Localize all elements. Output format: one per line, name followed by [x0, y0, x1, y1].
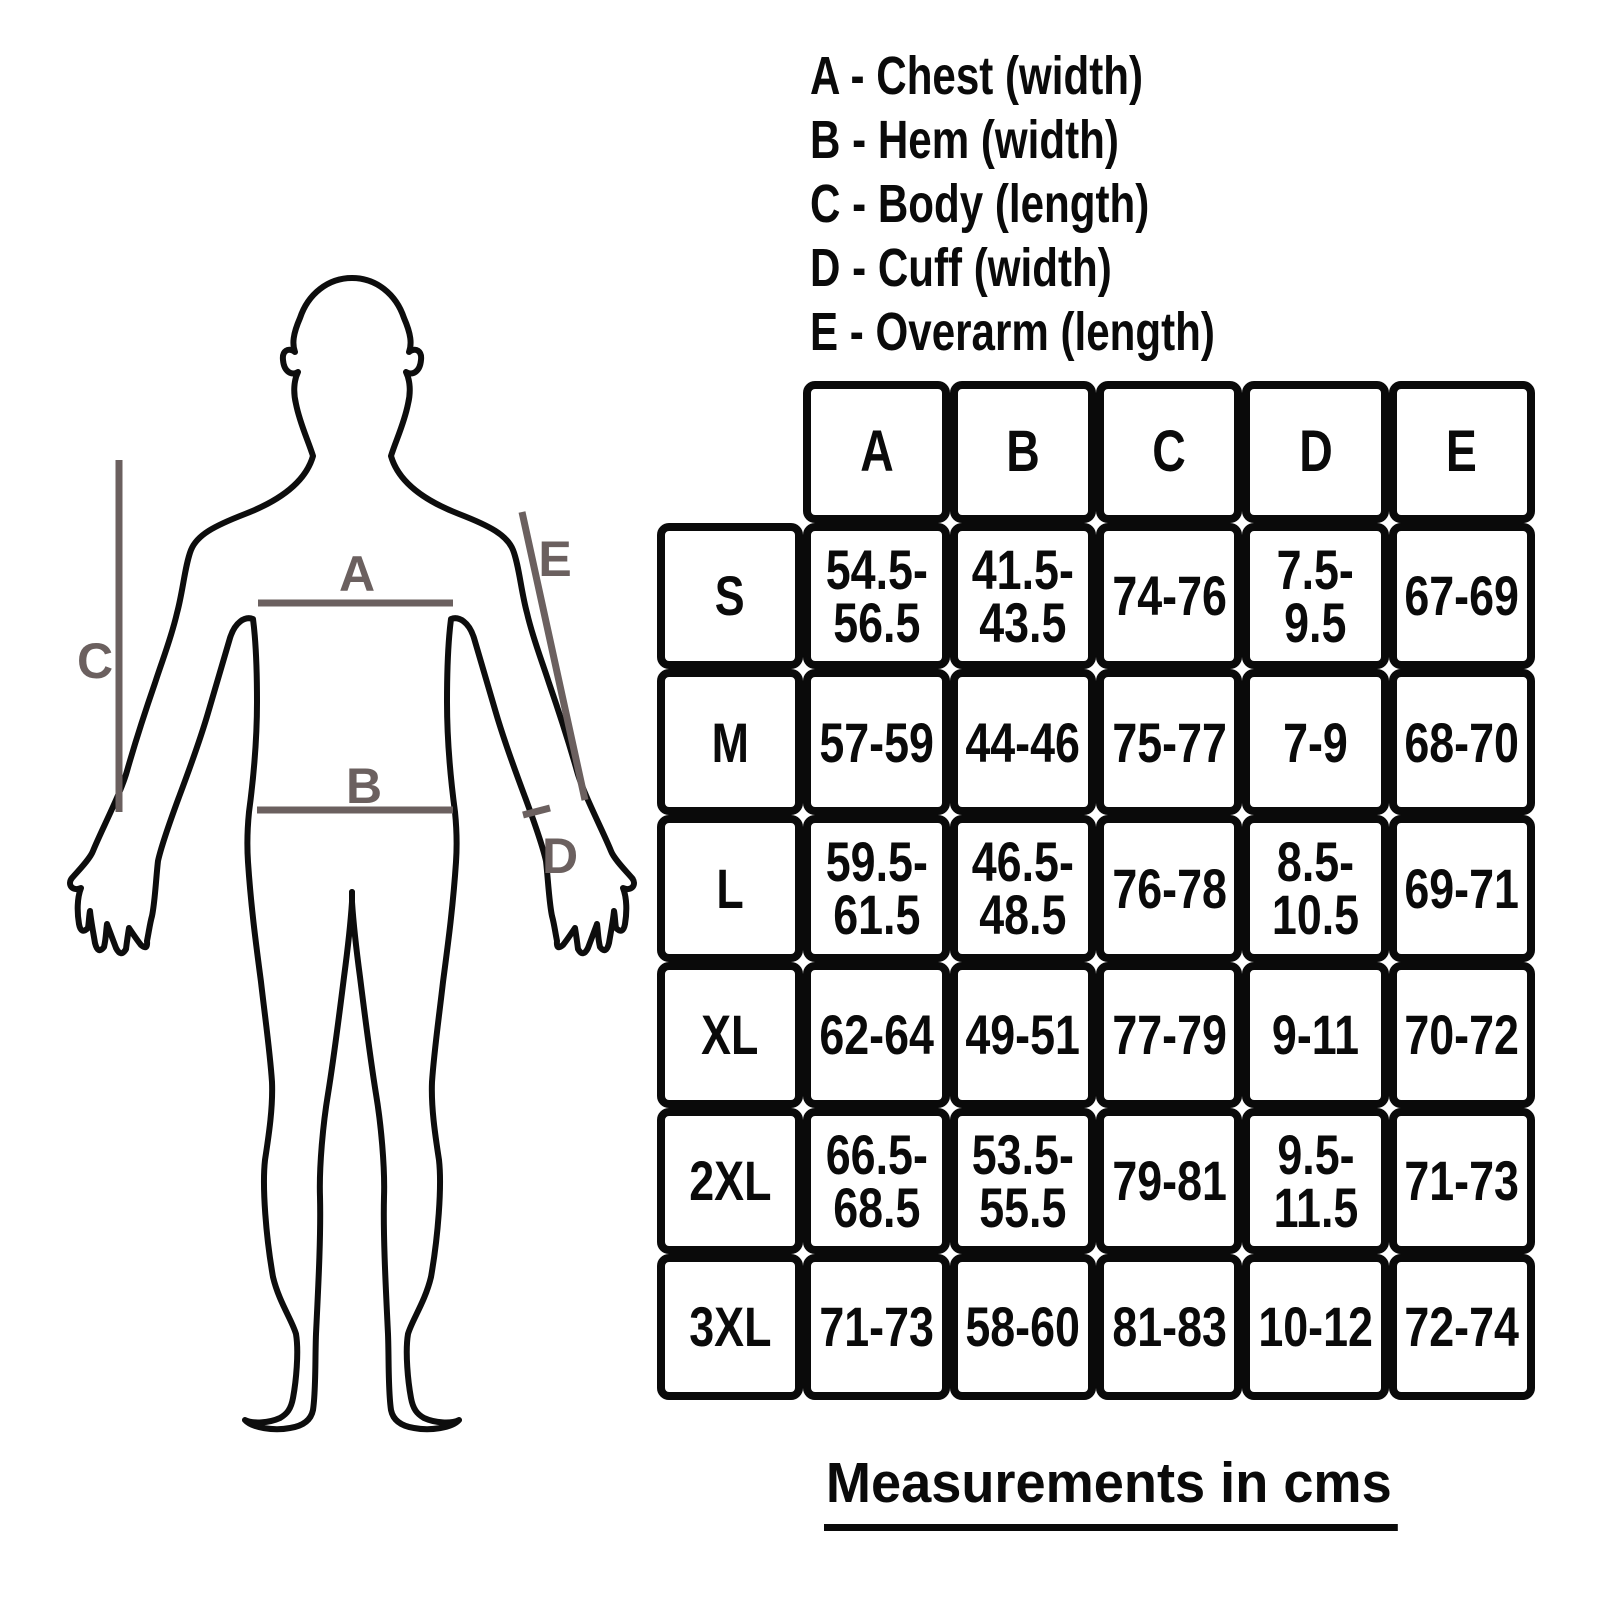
- size-cell-s-text: S: [715, 564, 746, 628]
- value-cell-s-a-text: 54.5- 56.5: [825, 537, 928, 655]
- value-cell-3xl-a: [803, 1254, 949, 1400]
- value-cell-xl-e-text: 70-72: [1404, 1002, 1520, 1066]
- value-cell-s-d-text: 7.5- 9.5: [1276, 537, 1355, 655]
- value-cell-xl-d-text: 9-11: [1271, 1002, 1360, 1066]
- size-cell-l-text: L: [716, 856, 744, 920]
- value-cell-s-c: [1096, 523, 1242, 669]
- value-cell-2xl-e-text: 71-73: [1404, 1149, 1520, 1213]
- value-cell-xl-e: [1389, 962, 1535, 1108]
- value-cell-m-d-text: 7-9: [1283, 710, 1348, 774]
- value-cell-m-c-text: 75-77: [1111, 710, 1227, 774]
- figure-label-b: B: [345, 758, 383, 814]
- value-cell-l-b: [950, 815, 1096, 961]
- size-cell-l: [657, 815, 803, 961]
- value-cell-l-e-text: 69-71: [1404, 856, 1520, 920]
- value-cell-3xl-d: [1242, 1254, 1388, 1400]
- figure-label-d: D: [541, 828, 579, 884]
- value-cell-s-e-text: 67-69: [1404, 564, 1520, 628]
- size-cell-m-text: M: [711, 710, 749, 774]
- value-cell-2xl-b: [950, 1108, 1096, 1254]
- size-cell-xl: [657, 962, 803, 1108]
- table-corner-blank: [657, 381, 803, 523]
- value-cell-s-e: [1389, 523, 1535, 669]
- size-cell-2xl: [657, 1108, 803, 1254]
- value-cell-l-c-text: 76-78: [1111, 856, 1227, 920]
- value-cell-m-a-text: 57-59: [819, 710, 934, 774]
- value-cell-2xl-a: [803, 1108, 949, 1254]
- value-cell-m-a: [803, 669, 949, 815]
- value-cell-3xl-d-text: 10-12: [1258, 1295, 1373, 1359]
- value-cell-l-a-text: 59.5- 61.5: [825, 830, 928, 947]
- body-outline-left-half: [70, 278, 352, 1429]
- legend-item-e: E - Overarm (length): [810, 302, 1215, 362]
- value-cell-s-b: [950, 523, 1096, 669]
- value-cell-xl-a: [803, 962, 949, 1108]
- value-cell-3xl-e: [1389, 1254, 1535, 1400]
- value-cell-3xl-a-text: 71-73: [819, 1295, 934, 1359]
- size-cell-2xl-text: 2XL: [689, 1149, 772, 1213]
- column-header-b-text: B: [1006, 419, 1040, 485]
- value-cell-l-c: [1096, 815, 1242, 961]
- body-figure: [60, 260, 660, 1440]
- units-note: Measurements in cms: [824, 1450, 1397, 1531]
- legend-item-c: C - Body (length): [810, 174, 1150, 234]
- value-cell-s-b-text: 41.5- 43.5: [971, 537, 1074, 655]
- value-cell-3xl-b: [950, 1254, 1096, 1400]
- size-cell-s: [657, 523, 803, 669]
- value-cell-2xl-d-text: 9.5- 11.5: [1273, 1122, 1358, 1239]
- value-cell-2xl-e: [1389, 1108, 1535, 1254]
- column-header-a: [803, 381, 949, 523]
- size-cell-xl-text: XL: [701, 1002, 759, 1066]
- column-header-a-text: A: [859, 419, 894, 485]
- value-cell-2xl-c: [1096, 1108, 1242, 1254]
- legend-item-b: B - Hem (width): [810, 110, 1119, 170]
- figure-label-e: E: [538, 531, 572, 587]
- value-cell-m-d: [1242, 669, 1388, 815]
- value-cell-s-c-text: 74-76: [1111, 564, 1227, 628]
- figure-label-a: A: [338, 546, 376, 602]
- column-header-d-text: D: [1298, 419, 1333, 485]
- size-cell-m: [657, 669, 803, 815]
- value-cell-xl-d: [1242, 962, 1388, 1108]
- legend-item-d: D - Cuff (width): [810, 238, 1112, 298]
- value-cell-2xl-b-text: 53.5- 55.5: [971, 1122, 1074, 1239]
- value-cell-2xl-c-text: 79-81: [1111, 1149, 1227, 1213]
- measurement-legend: [810, 44, 1329, 364]
- value-cell-s-d: [1242, 523, 1388, 669]
- value-cell-xl-b-text: 49-51: [965, 1002, 1081, 1066]
- value-cell-3xl-c-text: 81-83: [1111, 1295, 1227, 1359]
- size-cell-3xl: [657, 1254, 803, 1400]
- size-table: [657, 381, 1535, 1400]
- size-cell-3xl-text: 3XL: [689, 1295, 772, 1359]
- value-cell-xl-b: [950, 962, 1096, 1108]
- value-cell-3xl-b-text: 58-60: [965, 1295, 1081, 1359]
- value-cell-l-b-text: 46.5- 48.5: [971, 830, 1074, 947]
- column-header-c: [1096, 381, 1242, 523]
- value-cell-3xl-c: [1096, 1254, 1242, 1400]
- value-cell-s-a: [803, 523, 949, 669]
- value-cell-m-e: [1389, 669, 1535, 815]
- value-cell-l-d-text: 8.5- 10.5: [1271, 830, 1360, 947]
- value-cell-l-a: [803, 815, 949, 961]
- value-cell-m-e-text: 68-70: [1404, 710, 1520, 774]
- value-cell-l-d: [1242, 815, 1388, 961]
- figure-label-c: C: [76, 633, 114, 689]
- column-header-d: [1242, 381, 1388, 523]
- value-cell-m-b: [950, 669, 1096, 815]
- value-cell-xl-c-text: 77-79: [1111, 1002, 1227, 1066]
- value-cell-m-c: [1096, 669, 1242, 815]
- value-cell-3xl-e-text: 72-74: [1404, 1295, 1520, 1359]
- body-outline-right-half: [352, 278, 634, 1429]
- legend-item-a: A - Chest (width): [810, 46, 1144, 106]
- value-cell-l-e: [1389, 815, 1535, 961]
- column-header-e: [1389, 381, 1535, 523]
- column-header-e-text: E: [1446, 419, 1478, 485]
- value-cell-xl-c: [1096, 962, 1242, 1108]
- value-cell-m-b-text: 44-46: [965, 710, 1081, 774]
- column-header-c-text: C: [1152, 419, 1186, 485]
- column-header-b: [950, 381, 1096, 523]
- value-cell-xl-a-text: 62-64: [819, 1002, 934, 1066]
- value-cell-2xl-d: [1242, 1108, 1388, 1254]
- value-cell-2xl-a-text: 66.5- 68.5: [825, 1122, 928, 1239]
